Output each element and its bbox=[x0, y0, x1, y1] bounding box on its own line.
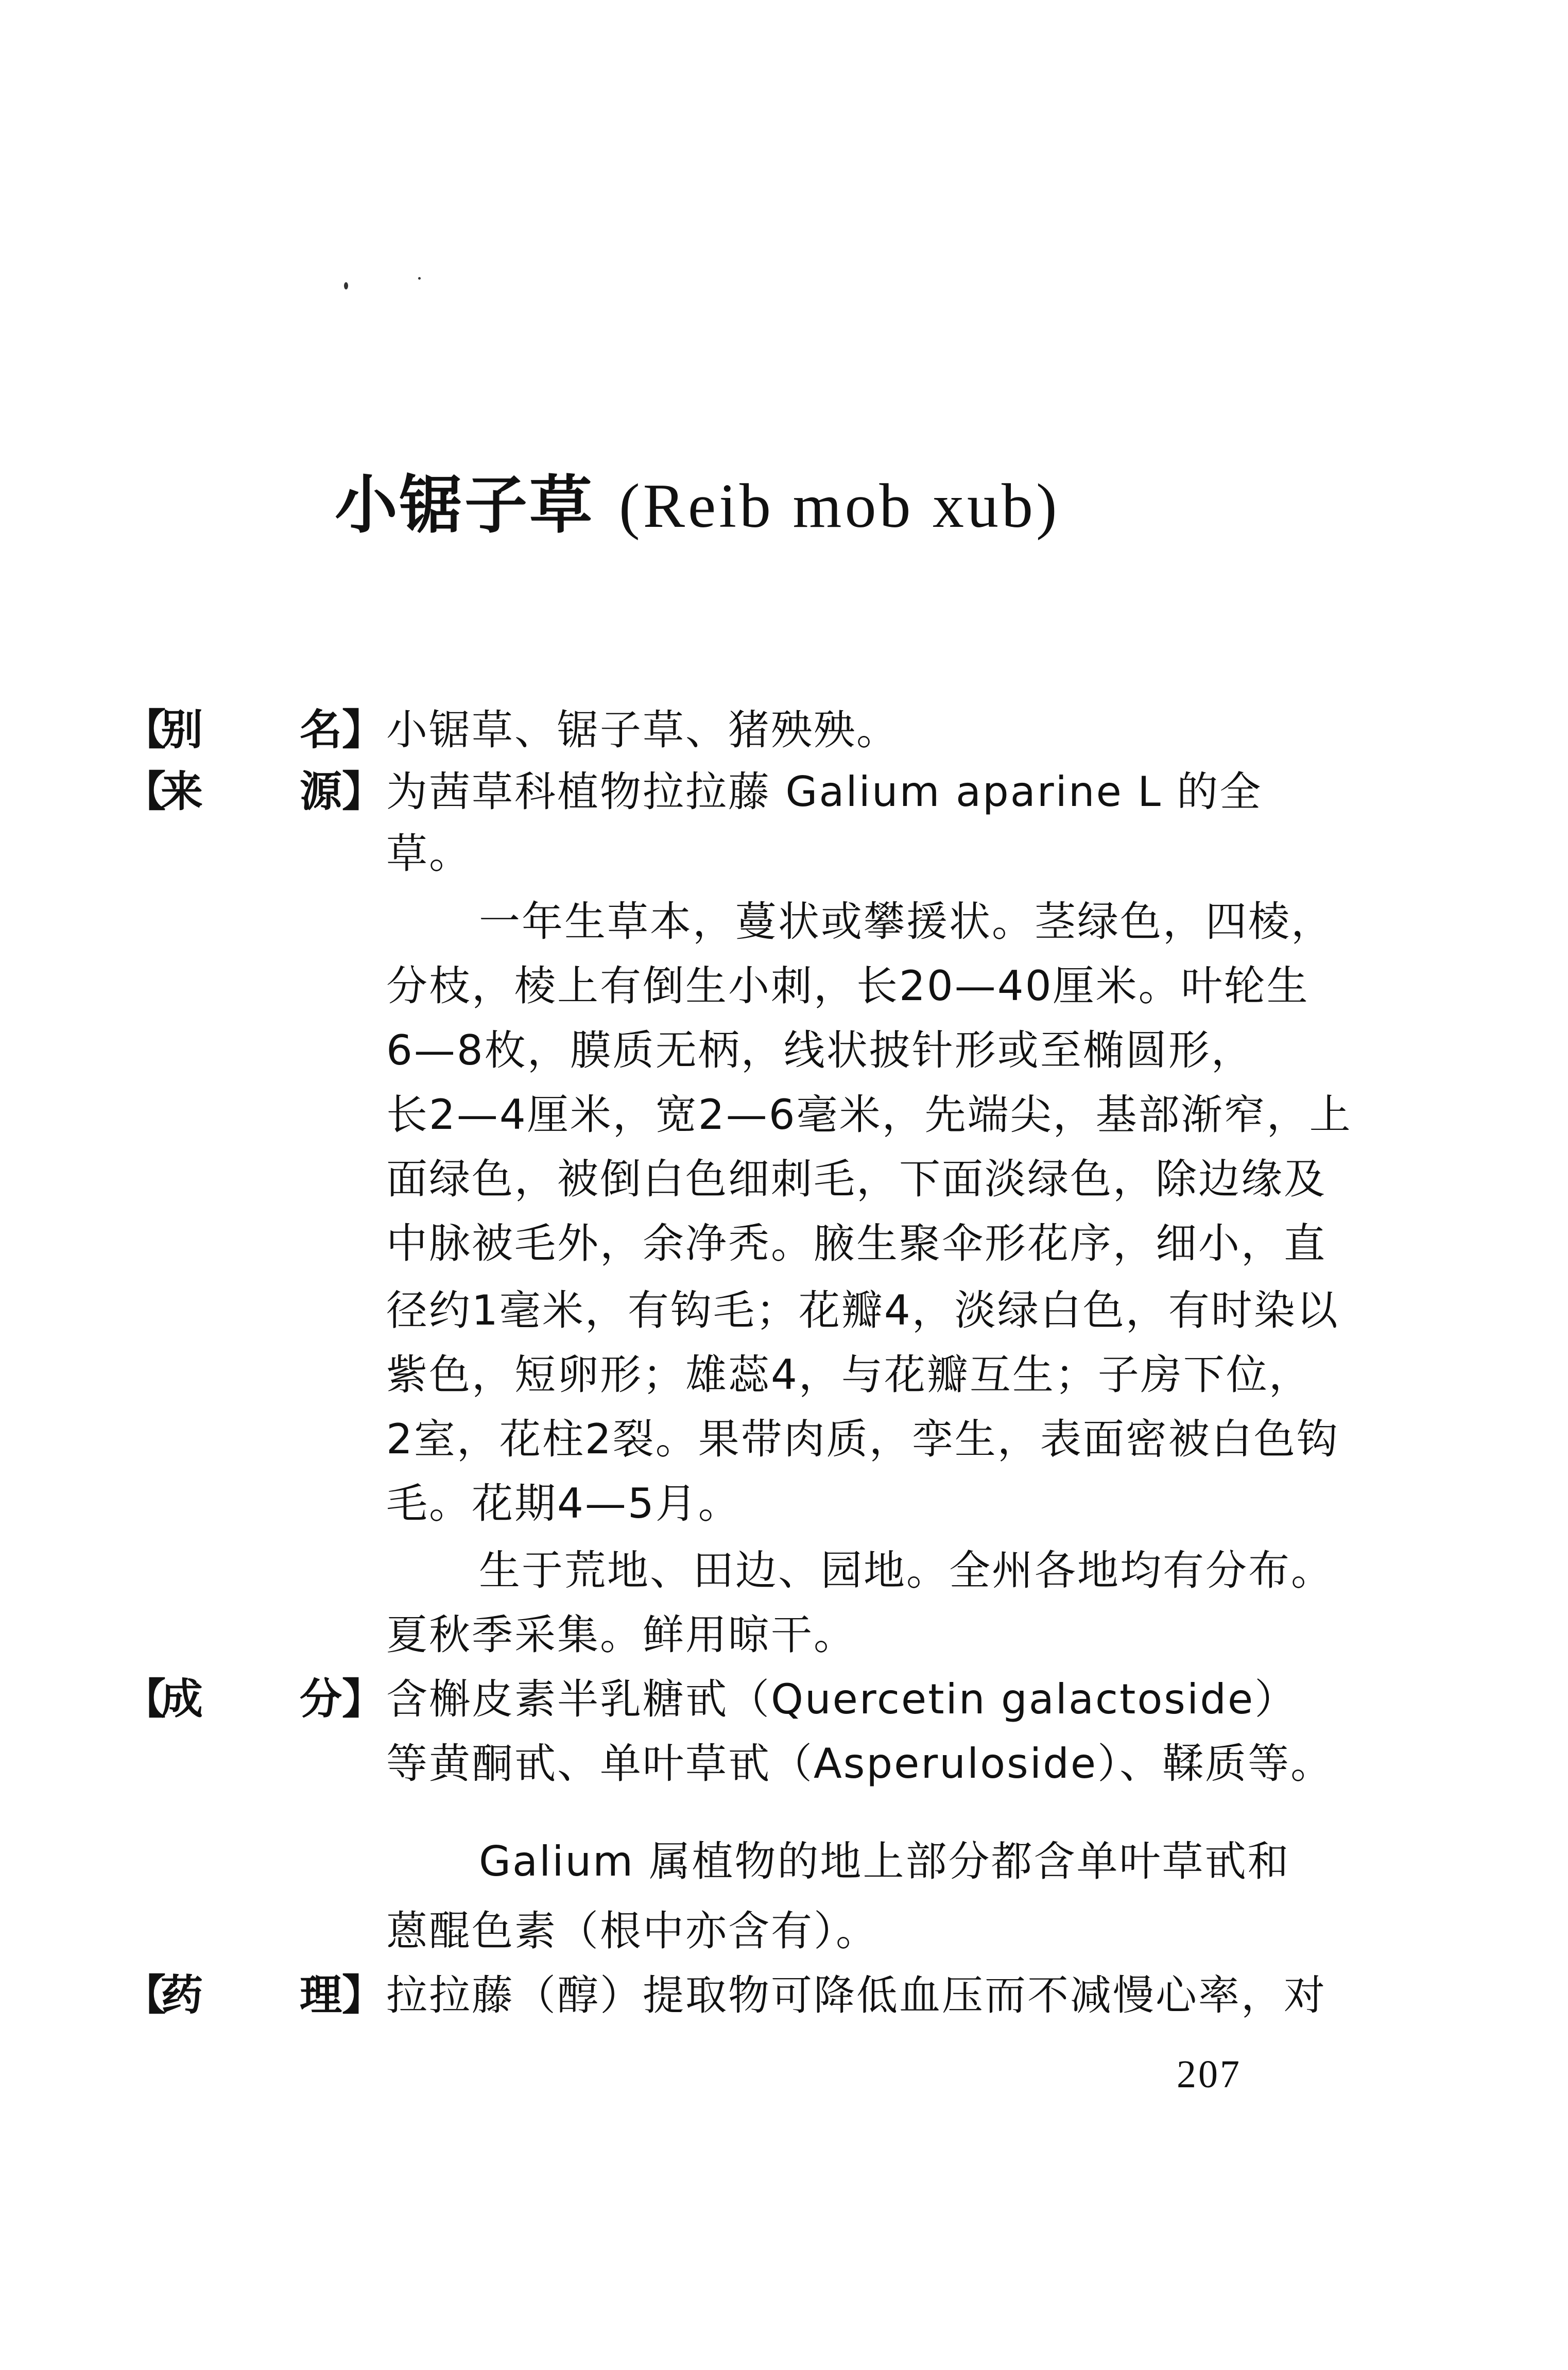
entry-title-chinese: 小锯子草 bbox=[335, 469, 594, 542]
source-line: 紫色，短卵形；雄蕊4，与花瓣互生；子房下位， bbox=[386, 1351, 1312, 1399]
entry-title bbox=[335, 469, 1060, 542]
source-line: 夏秋季采集。鲜用晾干。 bbox=[386, 1611, 856, 1659]
source-line: 6—8枚，膜质无柄，线状披针形或至椭圆形， bbox=[386, 1026, 1254, 1074]
source-line: 毛。花期4—5月。 bbox=[386, 1480, 741, 1527]
scan-speck bbox=[344, 282, 348, 289]
section-label-source: 【 来 源 】 bbox=[124, 767, 385, 816]
composition-line: Galium 属植物的地上部分都含单叶草甙和 bbox=[479, 1837, 1290, 1885]
source-line: 面绿色，被倒白色细刺毛，下面淡绿色，除边缘及 bbox=[386, 1155, 1326, 1203]
scan-speck bbox=[418, 277, 421, 280]
source-line: 分枝，棱上有倒生小刺，长20—40厘米。叶轮生 bbox=[386, 962, 1309, 1010]
source-line: 长2—4厘米，宽2—6毫米，先端尖，基部渐窄，上 bbox=[386, 1091, 1352, 1139]
section-label-pharmacology: 【 药 理 】 bbox=[124, 1971, 385, 2020]
source-line: 生于荒地、田边、园地。全州各地均有分布。 bbox=[479, 1547, 1334, 1594]
composition-line: 等黄酮甙、单叶草甙（Asperuloside）、鞣质等。 bbox=[386, 1740, 1334, 1788]
source-line: 为茜草科植物拉拉藤 Galium aparine L 的全 bbox=[386, 768, 1263, 816]
section-label-alias: 【 别 名 】 bbox=[124, 706, 385, 754]
source-line: 2室，花柱2裂。果带肉质，孪生，表面密被白色钩 bbox=[386, 1415, 1339, 1463]
source-line: 径约1毫米，有钩毛；花瓣4，淡绿白色，有时染以 bbox=[386, 1286, 1339, 1334]
alias-text: 小锯草、锯子草、猪殃殃。 bbox=[386, 706, 899, 754]
source-line: 一年生草本，蔓状或攀援状。茎绿色，四棱， bbox=[479, 898, 1334, 946]
section-label-composition: 【 成 分 】 bbox=[124, 1675, 385, 1724]
entry-title-latin: (Reib mob xub) bbox=[619, 471, 1060, 541]
source-line: 中脉被毛外，余净秃。腋生聚伞形花序，细小，直 bbox=[386, 1220, 1326, 1267]
composition-line: 含槲皮素半乳糖甙（Quercetin galactoside） bbox=[386, 1675, 1298, 1723]
page-number: 207 bbox=[1177, 2053, 1242, 2096]
composition-line: 蒽醌色素（根中亦含有）。 bbox=[386, 1907, 878, 1955]
pharmacology-line: 拉拉藤（醇）提取物可降低血压而不减慢心率，对 bbox=[386, 1971, 1326, 2019]
source-line: 草。 bbox=[386, 830, 472, 878]
